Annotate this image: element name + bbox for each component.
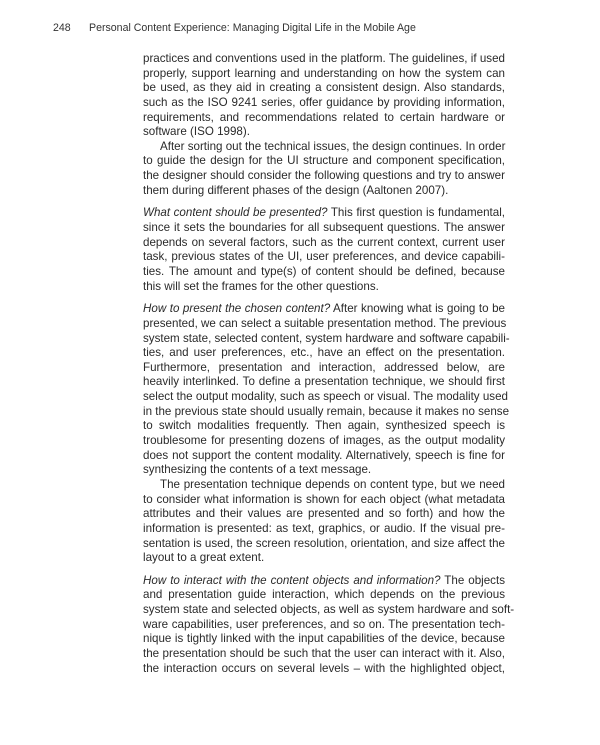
text-line: system state and selected objects, as well as system hardware and soft- <box>143 603 515 617</box>
text-line: this will set the frames for the other questions. <box>143 279 379 293</box>
text-line: information is presented: as text, graphics, or audio. If the visual pre- <box>143 521 505 535</box>
text-line: them during different phases of the design (Aaltonen 2007). <box>143 183 449 197</box>
text-line: presented, we can select a suitable presentation method. The previous <box>143 316 507 330</box>
text-line: layout to a great extent. <box>143 551 265 565</box>
text-line: to consider what information is shown for each object (what metadata <box>143 492 505 506</box>
text-line: attributes and their values are presented and so forth) and how the <box>143 507 505 521</box>
text-line: select the output modality, such as speech or visual. The modality used <box>143 390 508 404</box>
paragraph-question-content <box>143 206 505 294</box>
text-line: sentation is used, the screen resolution, orientation, and size affect the <box>143 536 505 550</box>
text-line: in the previous state should usually remain, because it makes no sense <box>143 404 510 418</box>
paragraph-question-interaction <box>143 573 515 676</box>
text-line: be used, as they aid in creating a consistent design. Also standards, <box>143 81 505 95</box>
text-line: the presentation should be such that the user can interact with it. Also, <box>143 646 505 660</box>
paragraph <box>143 478 505 566</box>
question-heading: How to interact with the content objects and information? <box>143 573 441 587</box>
text-line: ties. The amount and type(s) of content should be defined, because <box>143 264 505 278</box>
page-body <box>143 52 515 676</box>
text-line: properly, support learning and understanding on how the system can <box>143 66 505 80</box>
text-line: troublesome for presenting dozens of images, as the output modality <box>143 434 505 448</box>
text-line: to guide the design for the UI structure and component specification, <box>143 154 505 168</box>
text-line: depends on several factors, such as the current context, current user <box>143 235 505 249</box>
text-line: task, previous states of the UI, user preferences, and device capabili- <box>143 250 505 264</box>
text-line: heavily interlinked. To define a presentation technique, we should first <box>143 375 505 389</box>
paragraph <box>143 140 505 199</box>
text-line: since it sets the boundaries for all subsequent questions. The answer <box>143 221 505 235</box>
question-heading: How to present the chosen content? <box>143 302 331 316</box>
text-line: Furthermore, presentation and interaction, addressed below, are <box>143 360 505 374</box>
text-line: What content should be presented? This first question is fundamental, <box>143 206 505 220</box>
text-line: How to present the chosen content? After knowing what is going to be <box>143 302 505 316</box>
text-line: requirements, and recommendations related to certain hardware or <box>143 110 505 124</box>
text-line: and presentation guide interaction, which depends on the previous <box>143 588 505 602</box>
text-line: practices and conventions used in the platform. The guidelines, if used <box>143 52 505 65</box>
text-line: such as the ISO 9241 series, offer guidance by providing information, <box>143 95 505 109</box>
text-line: ties, and user preferences, etc., have an effect on the presentation. <box>143 346 505 360</box>
running-title: Personal Content Experience: Managing Digital Life in the Mobile Age <box>89 22 416 34</box>
text-line: How to interact with the content objects and information? The objects <box>143 573 505 587</box>
text-line: ware capabilities, user preferences, and so on. The presentation tech- <box>143 617 505 631</box>
text-line: nique is tightly linked with the input capabilities of the device, because <box>143 632 505 646</box>
text-line: After sorting out the technical issues, the design continues. In order <box>160 139 506 153</box>
paragraph-question-presentation <box>143 302 510 478</box>
text-line: does not support the content modality. Alternatively, speech is fine for <box>143 448 505 462</box>
page-number: 248 <box>53 22 71 34</box>
text-line: system state, selected content, system hardware and software capabili- <box>143 331 510 345</box>
text-line: the interaction occurs on several levels – with the highlighted object, <box>143 661 505 675</box>
text-line: to switch modalities frequently. Then again, synthesized speech is <box>143 419 505 433</box>
running-header <box>53 22 416 34</box>
paragraph <box>143 52 505 140</box>
text-line: software (ISO 1998). <box>143 125 250 139</box>
text-line: the designer should consider the following questions and try to answer <box>143 169 505 183</box>
question-heading: What content should be presented? <box>143 206 328 220</box>
text-line: synthesizing the contents of a text message. <box>143 463 372 477</box>
text-line: The presentation technique depends on content type, but we need <box>160 477 505 491</box>
